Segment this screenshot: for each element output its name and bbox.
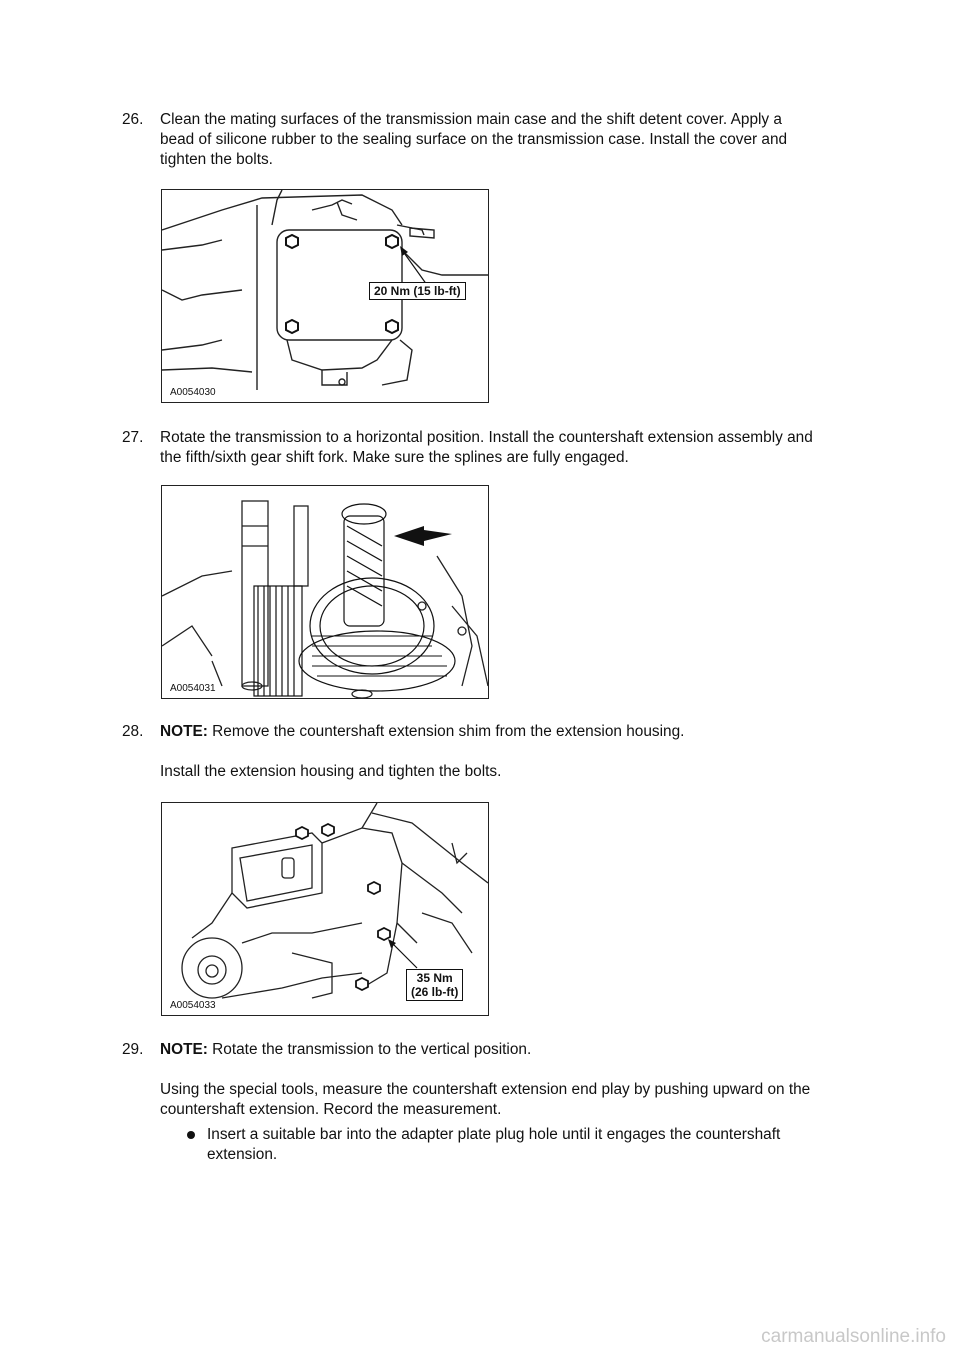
note-label: NOTE:: [160, 723, 208, 740]
step-text-line: Rotate the transmission to a horizontal position. Install the countershaft extension assembly and: [160, 429, 813, 446]
torque-callout: 20 Nm (15 lb-ft): [369, 282, 466, 300]
step-text-line: tighten the bolts.: [160, 151, 273, 168]
figure-shift-detent-cover: [161, 189, 489, 403]
torque-callout-line: (26 lb-ft): [411, 985, 459, 999]
figure-id: A0054030: [170, 387, 216, 398]
figure-extension-housing: [161, 802, 489, 1016]
step-text-line: Clean the mating surfaces of the transmission main case and the shift detent cover. Apply a: [160, 111, 782, 128]
note-line: [160, 722, 860, 742]
step-text-line: the fifth/sixth gear shift fork. Make sure the splines are fully engaged.: [160, 449, 629, 466]
figure-countershaft-extension: [161, 485, 489, 699]
figure-id: A0054031: [170, 683, 216, 694]
figure-id: A0054033: [170, 1000, 216, 1011]
step-text-line: countershaft extension. Record the measurement.: [160, 1101, 502, 1118]
note-text: Remove the countershaft extension shim from the extension housing.: [207, 723, 685, 740]
step-number: 29.: [122, 1041, 144, 1058]
gear-illustration: [162, 486, 488, 698]
torque-callout: [406, 969, 463, 1001]
note-label: NOTE:: [160, 1041, 208, 1058]
step-text-line: bead of silicone rubber to the sealing surface on the transmission case. Install the cover and: [160, 131, 788, 148]
step-number: 27.: [122, 429, 144, 446]
step-text-line: Install the extension housing and tighten the bolts.: [160, 763, 502, 780]
note-line: [160, 1040, 860, 1060]
step-number: 26.: [122, 111, 144, 128]
note-text: Rotate the transmission to the vertical position.: [207, 1041, 532, 1058]
bullet-dot-icon: [187, 1131, 195, 1139]
step-number: 28.: [122, 723, 144, 740]
watermark: carmanualsonline.info: [761, 1326, 946, 1347]
torque-callout-line: 35 Nm: [416, 971, 453, 985]
bullet-text-line: extension.: [207, 1146, 278, 1163]
bullet-text-line: Insert a suitable bar into the adapter plate plug hole until it engages the countershaft: [207, 1126, 781, 1143]
step-text-line: Using the special tools, measure the countershaft extension end play by pushing upward on the: [160, 1081, 811, 1098]
